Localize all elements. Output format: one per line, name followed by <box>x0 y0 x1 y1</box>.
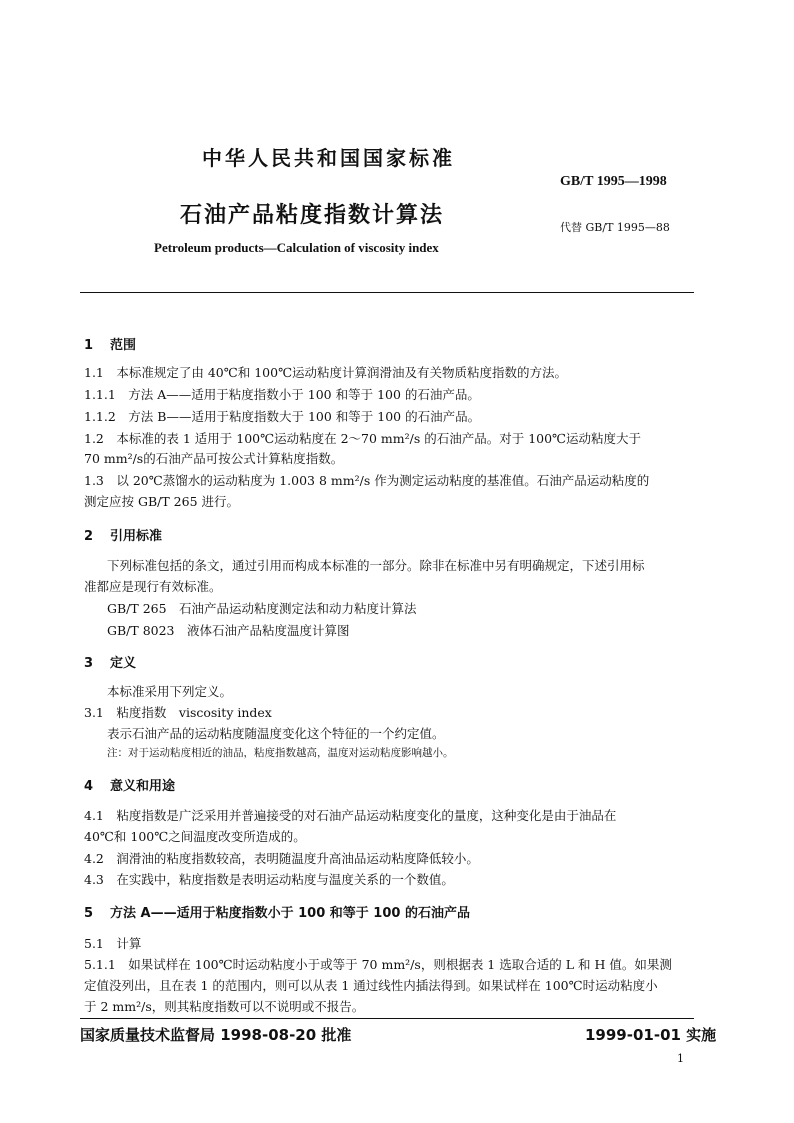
implementation-date: 1999-01-01 实施 <box>585 1026 717 1044</box>
para-5-1-1-line3: 于 2 mm²/s，则其粘度指数可以不说明或不报告。 <box>84 999 365 1014</box>
section-title: 引用标准 <box>110 529 163 544</box>
para-1-2-line1: 1.2 本标准的表 1 适用于 100℃运动粘度在 2～70 mm²/s 的石油产品。对于 100℃运动粘度大于 <box>84 431 642 446</box>
para-1-3-line1: 1.3 以 20℃蒸馏水的运动粘度为 1.003 8 mm²/s 作为测定运动粘度的基准值。石油产品运动粘度的 <box>84 473 650 488</box>
para-4-1-line1: 4.1 粘度指数是广泛采用并普遍接受的对石油产品运动粘度变化的量度，这种变化是由于油品在 <box>84 808 617 823</box>
para-3-1-definition: 表示石油产品的运动粘度随温度变化这个特征的一个约定值。 <box>107 726 445 741</box>
header-divider <box>80 292 694 293</box>
document-title-cn: 石油产品粘度指数计算法 <box>180 203 445 228</box>
footer-divider <box>80 1018 694 1019</box>
standard-code: GB/T 1995—1998 <box>560 174 667 189</box>
para-4-2: 4.2 润滑油的粘度指数较高，表明随温度升高油品运动粘度降低较小。 <box>84 851 479 866</box>
section-1-heading <box>84 334 136 353</box>
para-1-3-line2: 测定应按 GB/T 265 进行。 <box>84 494 239 509</box>
section-4-heading <box>84 775 175 794</box>
section-number: 1 <box>84 338 94 353</box>
para-3-intro: 本标准采用下列定义。 <box>107 684 233 699</box>
para-3-1-term: 3.1 粘度指数 viscosity index <box>84 705 272 720</box>
para-1-1-1: 1.1.1 方法 A——适用于粘度指数小于 100 和等于 100 的石油产品。 <box>84 387 480 402</box>
section-number: 3 <box>84 656 94 671</box>
replaces-note: 代替 GB/T 1995—88 <box>560 221 670 234</box>
section-number: 5 <box>84 906 94 921</box>
section-number: 4 <box>84 779 94 794</box>
para-1-1: 1.1 本标准规定了由 40℃和 100℃运动粘度计算润滑油及有关物质粘度指数的方法。 <box>84 365 568 380</box>
section-5-heading <box>84 902 470 921</box>
reference-gbt-265: GB/T 265 石油产品运动粘度测定法和动力粘度计算法 <box>107 601 417 616</box>
para-2-line2: 准都应是现行有效标准。 <box>84 579 222 594</box>
document-title-en: Petroleum products—Calculation of viscosity index <box>154 240 439 255</box>
para-5-1-1-line1: 5.1.1 如果试样在 100℃时运动粘度小于或等于 70 mm²/s，则根据表 1 选取合适的 L 和 H 值。如果测 <box>84 957 672 972</box>
para-4-1-line2: 40℃和 100℃之间温度改变所造成的。 <box>84 829 306 844</box>
section-title: 定义 <box>110 656 137 671</box>
para-4-3: 4.3 在实践中，粘度指数是表明运动粘度与温度关系的一个数值。 <box>84 872 454 887</box>
page-number: 1 <box>677 1052 684 1065</box>
reference-gbt-8023: GB/T 8023 液体石油产品粘度温度计算图 <box>107 623 350 638</box>
para-2-line1: 下列标准包括的条文，通过引用而构成本标准的一部分。除非在标准中另有明确规定，下述引用标 <box>107 558 645 573</box>
para-1-2-line2: 70 mm²/s的石油产品可按公式计算粘度指数。 <box>84 451 344 466</box>
section-number: 2 <box>84 529 94 544</box>
section-3-heading <box>84 652 136 671</box>
section-title: 范围 <box>110 338 137 353</box>
approval-line: 国家质量技术监督局 1998-08-20 批准 <box>80 1026 352 1044</box>
para-1-1-2: 1.1.2 方法 B——适用于粘度指数大于 100 和等于 100 的石油产品。 <box>84 409 481 424</box>
section-2-heading <box>84 525 162 544</box>
note-3-1: 注：对于运动粘度相近的油品，粘度指数越高，温度对运动粘度影响越小。 <box>107 747 454 759</box>
para-5-1: 5.1 计算 <box>84 936 142 951</box>
national-standard-heading: 中华人民共和国国家标准 <box>202 146 455 170</box>
section-title: 意义和用途 <box>110 779 176 794</box>
section-title: 方法 A——适用于粘度指数小于 100 和等于 100 的石油产品 <box>110 906 470 921</box>
para-5-1-1-line2: 定值没列出，且在表 1 的范围内，则可以从表 1 通过线性内插法得到。如果试样在 100℃时运动粘度小 <box>84 978 658 993</box>
